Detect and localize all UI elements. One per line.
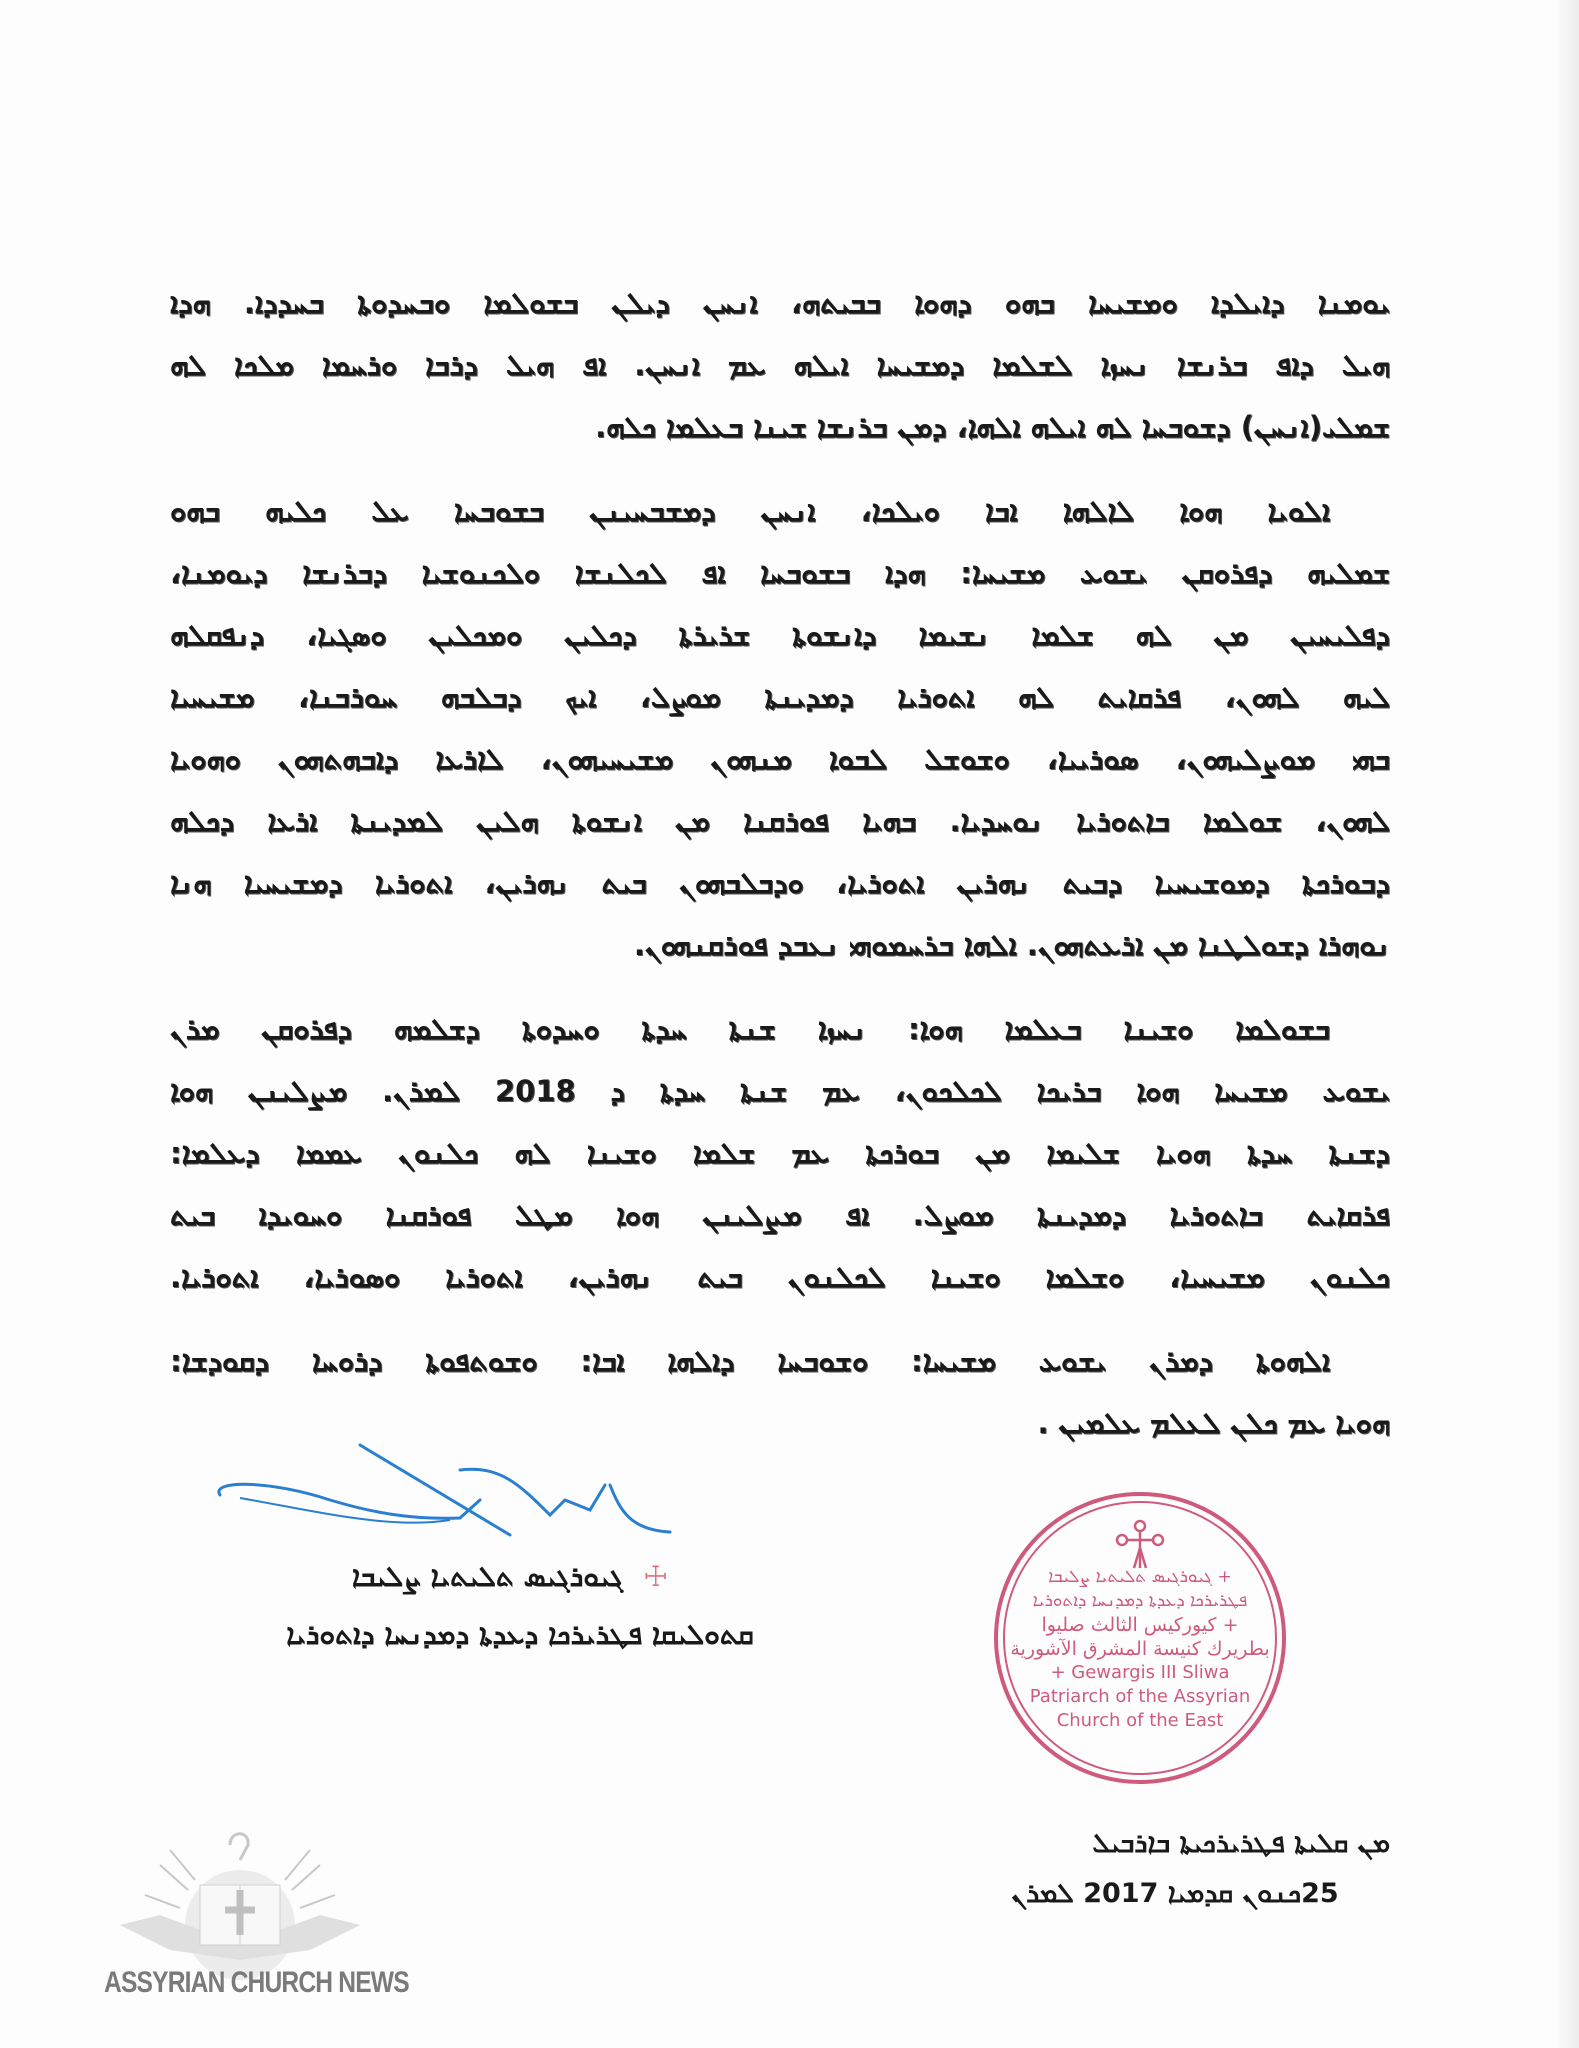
dateline-place: ܡܢ ܩܠܝܬܐ ܦܛܪܝܪܟܝܬܐ ܒܐܪܒܝܠ [1092,1828,1390,1859]
text-line: ܦܪܩܐܝܬ ܒܐܬܘܪܝܐ ܕܡܕܝܢܬܐ ܡܘܨܠ. ܐܦ ܡܨܠܝܢܢ ܗܘܐ ܡܛܠ ܦܘܪܩܢܐ ܘܚܘܝܕܐ ܒܝܬ [170,1198,1390,1232]
paragraph-3 [170,998,1390,1308]
assyrian-church-news-logo [100,1820,380,2040]
text-line: ܗܝܠ ܕܐܦ ܒܪܢܫܐ ܢܚܙܐ ܠܫܠܡܐ ܕܡܫܝܚܐ ܐܝܠܗ ܥܡ ܐܢܚܢ. ܐܦ ܗܝܠ ܕܪܒܐ ܘܪܚܡܐ ܡܠܟܐ ܠܗ [170,348,1390,382]
cross-icon: ☩ [643,1560,669,1593]
signatory-name [300,1560,720,1594]
seal-syriac-line: ܦܛܪܝܪܟܐ ܕܥܕܬܐ ܕܡܕܢܚܐ ܕܐܬܘܪܝܐ [1032,1591,1248,1611]
text-line: ܕܒܘܪܟܬܐ ܕܡܘܫܝܚܝܐ ܕܒܝܬ ܢܗܪܝܢ ܐܬܘܪܝܐ، ܘܕܒܠܒܗܘܢ ܒܝܬ ܢܗܪܝܢ، ܐܬܘܪܝܐ ܕܡܫܝܚܝܐ ܗܢܐ [170,866,1390,900]
text-line: ܝܫܘܥ ܡܫܝܚܐ ܗܘܐ ܒܪܝܟܐ ܠܟܠܟܘܢ، ܥܡ ܫܢܬܐ ܚܕܬܐ ܕ 2018 ܠܡܪܢ. ܡܨܠܝܢܢ ܗܘܐ [170,1074,1390,1108]
text-line: ܒܗܝ ܡܘܨܠܝܗܘܢ، ܣܘܪܝܝܐ، ܘܫܘܫܠ ܠܒܘܐ ܡܢܗܘܢ ܡܫܝܚܝܗܘܢ، ܠܐܪܥܐ ܕܐܒܗܬܗܘܢ ܘܗܘܝܐ [170,742,1390,776]
paragraph-4 [170,1330,1390,1454]
text-line: ܐܠܗܘܬܐ ܕܡܪܢ ܝܫܘܥ ܡܫܝܚܐ: ܘܫܘܒܚܐ ܕܐܠܗܐ ܐܒܐ: ܘܫܘܬܦܘܬܐ ܕܪܘܚܐ ܕܩܘܕܫܐ: [170,1344,1330,1378]
dateline-date: 25ܟܢܘܢ ܩܕܡܝܐ 2017 ܠܡܪܢ [1011,1878,1339,1909]
text-line: ܠܝܗ ܠܗܘܢ، ܦܪܩܐܝܬ ܠܗ ܐܬܘܪܝܐ ܕܡܕܝܢܬܐ ܡܘܨܠ، ܐܝܟ ܕܒܠܒܗ ܚܘܪܒܢܐ، ܡܫܝܚܝܐ [170,680,1390,714]
text-line: ܒܫܘܠܡܐ ܘܫܝܢܐ ܒܥܠܡܐ ܗܘܐ: ܢܚܙܐ ܫܢܬܐ ܚܕܬܐ ܘܚܕܘܬܐ ܕܫܠܡܗ ܕܦܪܘܩܢ ܡܪܢ [170,1012,1330,1046]
watermark-text: ASSYRIAN CHURCH NEWS [104,1966,409,1999]
paragraph-2 [170,480,1390,976]
text-line: ܢܘܗܪܐ ܕܫܘܠܛܢܐ ܡܢ ܐܪܥܬܗܘܢ. ܐܠܗܐ ܒܪܚܡܘܗܝ ܢܥܒܕ ܦܘܪܩܢܗܘܢ. [633,928,1390,962]
text-line: ܟܠܢܘܢ ܡܫܝܚܝܐ، ܘܫܠܡܐ ܘܫܝܢܐ ܠܟܠܢܘܢ ܒܝܬ ܢܗܪܝܢ، ܐܬܘܪܝܐ ܘܣܘܪܝܐ، ܐܬܘܪܝܐ. [170,1260,1390,1294]
seal-english-line: + Gewargis III Sliwa [1050,1662,1230,1683]
text-line: ܕܫܢܬܐ ܚܕܬܐ ܗܘܝܐ ܫܠܝܡܐ ܡܢ ܒܘܪܟܬܐ ܥܡ ܫܠܡܐ ܘܫܝܢܐ ܠܗ ܟܠܢܘܢ ܥܡܡܐ ܕܥܠܡܐ: [170,1136,1390,1170]
scan-edge [1555,0,1579,2048]
signatory-name-text: ܓܝܘܪܓܝܣ ܬܠܝܬܝܐ ܨܠܝܒܐ [351,1560,624,1593]
text-line: ܕܦܠܝܚܝܢ ܡܢ ܠܗ ܫܠܡܐ ܢܫܝܡܐ ܕܐܢܫܘܬܐ ܫܪܝܪܬܐ ܕܟܠܝܢ ܘܡܟܠܝܢ ܘܣܓܝܐ، ܕܢܦܩܠܗ [170,618,1390,652]
seal-cross-icon [1117,1521,1163,1568]
seal-syriac-line: + ܓܝܘܪܓܝܣ ܬܠܝܬܝܐ ܨܠܝܒܐ [1048,1567,1232,1587]
text-line: ܝܘܡܢܐ ܕܐܝܠܕܐ ܘܡܫܝܚܐ ܒܗܘ ܕܗܘܐ ܒܒܝܬܗ، ܐܢܚܢ ܕܝܠܢ ܒܫܘܠܡܐ ܘܒܚܕܘܬܐ ܒܚܕܕܐ. ܗܕܐ [170,286,1390,320]
letter-body [170,272,1390,1476]
text-line: ܐܠܘܝܐ ܗܘܐ ܠܐܠܗܐ ܐܒܐ ܘܝܠܟܐ، ܐܢܚܢ ܕܡܫܒܚܝܢܢ ܒܫܘܒܚܐ ܥܠ ܟܠܝܗ ܒܗܘ [170,494,1330,528]
text-line: ܗܘܝܐ ܥܡ ܟܠܢ ܠܥܠܡ ܥܠܡܝܢ . [1037,1406,1390,1440]
signatory-title: ܩܬܘܠܝܩܐ ܦܛܪܝܪܟܐ ܕܥܕܬܐ ܕܡܕܢܚܐ ܕܐܬܘܪܝܐ [286,1618,754,1651]
text-line: ܫܡܠܝ(ܐܢܚܢ) ܕܫܘܒܚܐ ܠܗ ܐܝܠܗ ܐܠܗܐ، ܕܡܢ ܒܪܢܫܐ ܫܝܢܐ ܒܥܠܡܐ ܟܠܗ. [595,410,1390,444]
seal-english-line: Patriarch of the Assyrian [1029,1686,1251,1707]
text-line: ܠܗܘܢ، ܫܘܠܡܐ ܒܐܬܘܪܝܐ ܢܘܚܕܝܐ. ܒܗܝܐ ܦܘܪܩܢܐ ܡܢ ܐܢܫܘܬܐ ܗܠܝܢ ܠܡܕܝܢܬܐ ܐܪܥܐ ܕܟܠܗ [170,804,1390,838]
text-line: ܫܡܠܝܗ ܕܦܪܘܩܢ ܝܫܘܥ ܡܫܝܚܐ: ܗܕܐ ܒܫܘܒܚܐ ܐܦ ܠܟܠܢܫܐ ܘܠܟܢܘܫܝܐ ܕܒܪܢܫܐ ܕܝܘܡܢܐ، [170,556,1390,590]
seal-arabic-line: + كيوركيس الثالث صليوا [1041,1614,1239,1636]
seal-english-line: Church of the East [1056,1710,1224,1731]
paragraph-1 [170,272,1390,458]
handwritten-signature [210,1440,680,1550]
seal-text [1010,1565,1270,1733]
seal-arabic-line: بطريرك كنيسة المشرق الآشورية [1010,1638,1270,1660]
